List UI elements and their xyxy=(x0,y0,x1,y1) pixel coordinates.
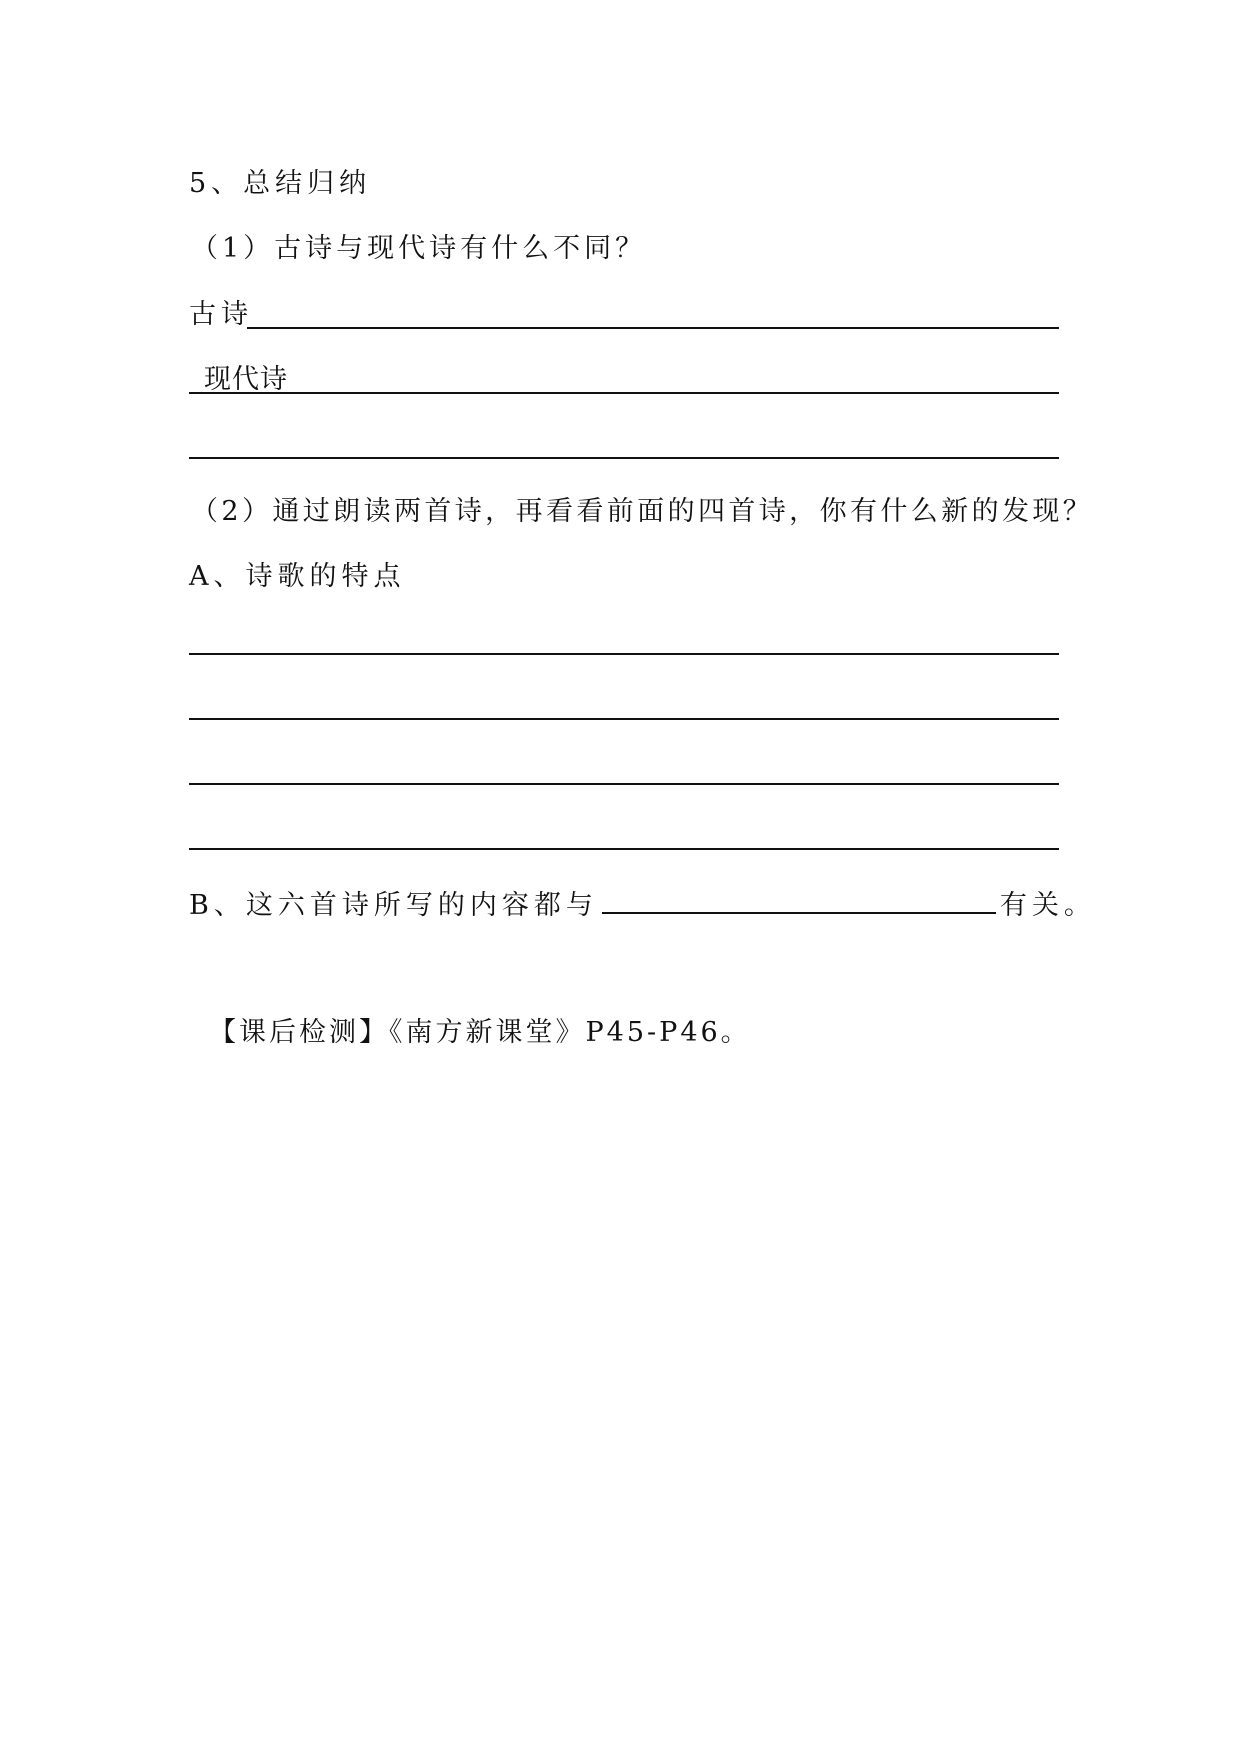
part-b-suffix: 有关。 xyxy=(999,890,1096,921)
part-a-answer-line-4[interactable] xyxy=(189,848,1059,850)
part-b-blank[interactable] xyxy=(602,884,996,914)
part-a-answer-line-2[interactable] xyxy=(189,718,1059,720)
modern-poem-answer-line[interactable] xyxy=(189,392,1059,394)
ancient-poem-label: 古诗 xyxy=(189,299,253,330)
part-a-label: A、诗歌的特点 xyxy=(189,561,406,592)
section-heading: 5、总结归纳 xyxy=(189,168,372,199)
part-b-prefix: B、这六首诗所写的内容都与 xyxy=(189,890,598,921)
question-1-prompt: （1）古诗与现代诗有什么不同？ xyxy=(191,233,647,264)
part-a-answer-line-1[interactable] xyxy=(189,653,1059,655)
modern-poem-label: 现代诗 xyxy=(204,364,288,395)
ancient-poem-answer-line[interactable] xyxy=(247,327,1059,329)
part-a-answer-line-3[interactable] xyxy=(189,783,1059,785)
homework-assignment: 【课后检测】《南方新课堂》P45-P46。 xyxy=(209,1017,751,1048)
question-2-prompt: （2）通过朗读两首诗，再看看前面的四首诗，你有什么新的发现？ xyxy=(191,496,1094,527)
modern-poem-answer-line-2[interactable] xyxy=(189,457,1059,459)
part-b-sentence xyxy=(189,884,1096,924)
